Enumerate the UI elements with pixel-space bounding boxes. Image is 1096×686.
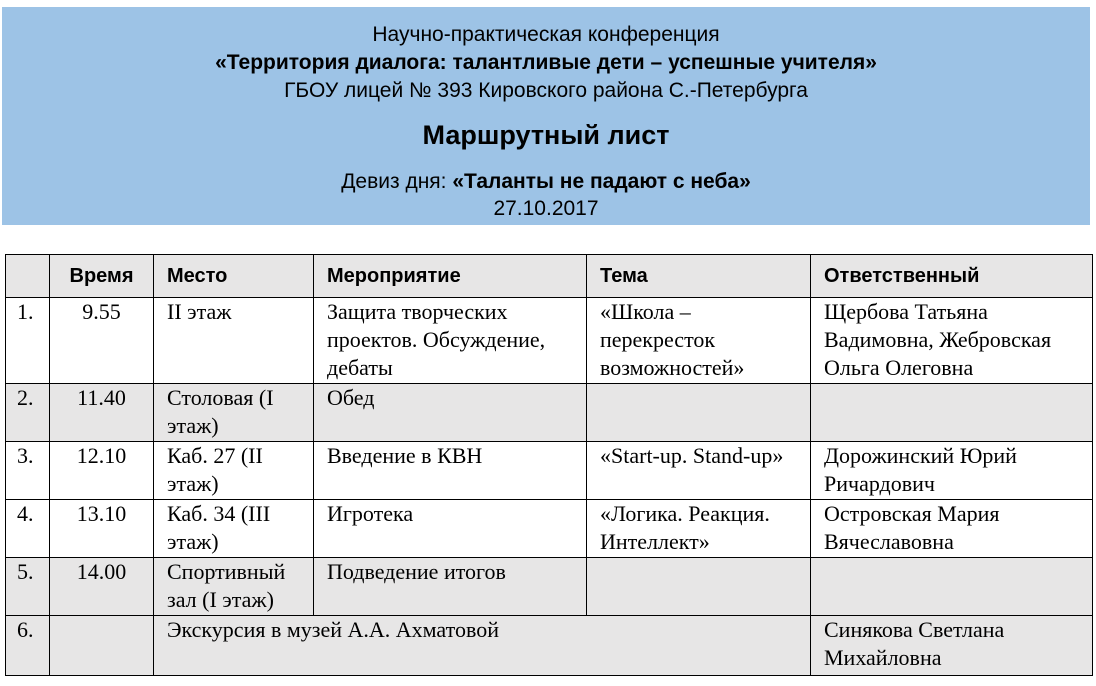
- column-header-topic: Тема: [587, 255, 811, 298]
- table-row: [6, 500, 1093, 558]
- cell-place: Столовая (I этаж): [154, 384, 314, 442]
- cell-topic: «Школа – перекресток возможностей»: [587, 298, 811, 384]
- route-table: [5, 254, 1093, 676]
- table-row: [6, 442, 1093, 500]
- cell-event: Введение в КВН: [314, 442, 587, 500]
- cell-event: Игротека: [314, 500, 587, 558]
- page-title: Маршрутный лист: [422, 120, 670, 150]
- organizer: ГБОУ лицей № 393 Кировского района С.-Петербурга: [284, 79, 808, 102]
- cell-excursion: Экскурсия в музей А.А. Ахматовой: [154, 616, 811, 676]
- cell-event: Обед: [314, 384, 587, 442]
- cell-place: II этаж: [154, 298, 314, 384]
- cell-num: 3.: [6, 442, 50, 500]
- cell-num: 6.: [6, 616, 50, 676]
- cell-topic: «Логика. Реакция. Интеллект»: [587, 500, 811, 558]
- cell-time: 13.10: [50, 500, 154, 558]
- cell-time: 12.10: [50, 442, 154, 500]
- cell-num: 5.: [6, 558, 50, 616]
- table-row: [6, 298, 1093, 384]
- cell-place: Каб. 34 (III этаж): [154, 500, 314, 558]
- conference-title: «Территория диалога: талантливые дети – успешные учителя»: [215, 51, 877, 74]
- motto-text: «Таланты не падают с неба»: [452, 170, 751, 193]
- table-header-row: [6, 255, 1093, 298]
- table-row: [6, 558, 1093, 616]
- motto-label: Девиз дня:: [341, 170, 453, 193]
- column-header-event: Мероприятие: [314, 255, 587, 298]
- column-header-place: Место: [154, 255, 314, 298]
- conference-type: Научно-практическая конференция: [372, 23, 720, 46]
- header-banner: [2, 7, 1090, 225]
- column-header-responsible: Ответственный: [811, 255, 1093, 298]
- cell-responsible: Островская Мария Вячеславовна: [811, 500, 1093, 558]
- cell-event: Подведение итогов: [314, 558, 587, 616]
- cell-responsible: [811, 384, 1093, 442]
- cell-responsible: Щербова Татьяна Вадимовна, Жебровская Ольга Олеговна: [811, 298, 1093, 384]
- cell-place: Каб. 27 (II этаж): [154, 442, 314, 500]
- cell-place: Спортивный зал (I этаж): [154, 558, 314, 616]
- cell-topic: [587, 384, 811, 442]
- cell-responsible: Дорожинский Юрий Ричардович: [811, 442, 1093, 500]
- cell-time: 9.55: [50, 298, 154, 384]
- cell-topic: «Start-up. Stand-up»: [587, 442, 811, 500]
- cell-num: 4.: [6, 500, 50, 558]
- table-row: [6, 384, 1093, 442]
- cell-topic: [587, 558, 811, 616]
- cell-event: Защита творческих проектов. Обсуждение, дебаты: [314, 298, 587, 384]
- cell-num: 2.: [6, 384, 50, 442]
- cell-time: [50, 616, 154, 676]
- cell-num: 1.: [6, 298, 50, 384]
- table-row: [6, 616, 1093, 676]
- cell-responsible: [811, 558, 1093, 616]
- column-header-num: [6, 255, 50, 298]
- motto: [2, 170, 1090, 194]
- cell-time: 11.40: [50, 384, 154, 442]
- cell-time: 14.00: [50, 558, 154, 616]
- date: 27.10.2017: [493, 197, 599, 220]
- column-header-time: Время: [50, 255, 154, 298]
- cell-responsible: Синякова Светлана Михайловна: [811, 616, 1093, 676]
